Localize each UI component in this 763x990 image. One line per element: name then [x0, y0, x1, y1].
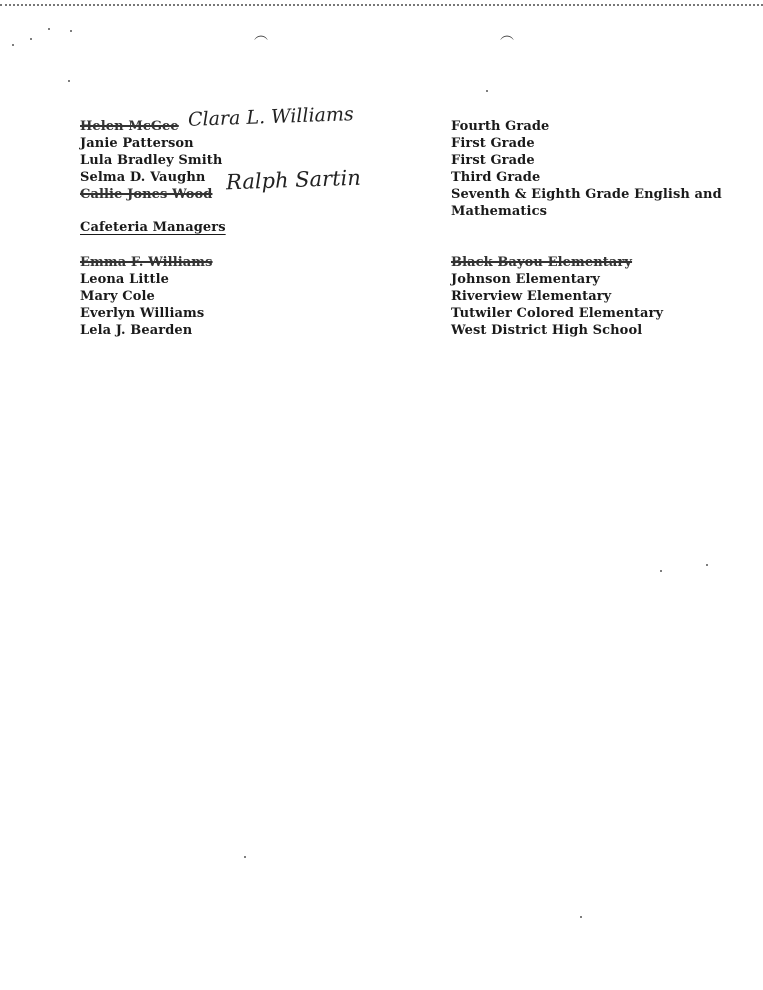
speck [660, 570, 662, 572]
staff-role-1: Fourth Grade [451, 119, 550, 134]
speck [12, 44, 14, 46]
speck [486, 90, 488, 92]
manager-name-1: Emma F. Williams [80, 255, 213, 270]
staff-role-2: First Grade [451, 136, 535, 151]
manager-school-1: Black Bayou Elementary [451, 255, 633, 270]
speck [70, 30, 72, 32]
staff-name-5: Callie Jones Wood [80, 187, 213, 202]
staff-name-2: Janie Patterson [80, 136, 194, 151]
manager-name-4: Everlyn Williams [80, 306, 205, 321]
staff-role-4: Third Grade [451, 170, 541, 185]
speck [580, 916, 582, 918]
staff-name-4: Selma D. Vaughn [80, 170, 206, 185]
top-border-line [0, 4, 763, 6]
cafeteria-managers-heading: Cafeteria Managers [80, 220, 226, 235]
manager-school-2: Johnson Elementary [451, 272, 600, 287]
manager-school-4: Tutwiler Colored Elementary [451, 306, 664, 321]
handwritten-replacement-1: Clara L. Williams [187, 103, 355, 131]
speck [244, 856, 246, 858]
manager-school-3: Riverview Elementary [451, 289, 612, 304]
manager-name-2: Leona Little [80, 272, 169, 287]
speck [68, 80, 70, 82]
staff-role-3: First Grade [451, 153, 535, 168]
handwritten-replacement-2: Ralph Sartin [225, 165, 362, 195]
staff-name-1: Helen McGee [80, 119, 179, 134]
speck [48, 28, 50, 30]
staff-name-3: Lula Bradley Smith [80, 153, 223, 168]
hole-punch-mark: ︵ [500, 27, 514, 43]
manager-name-5: Lela J. Bearden [80, 323, 193, 338]
staff-role-5-line2: Mathematics [451, 204, 547, 219]
speck [30, 38, 32, 40]
manager-school-5: West District High School [451, 323, 643, 338]
manager-name-3: Mary Cole [80, 289, 155, 304]
speck [706, 564, 708, 566]
staff-role-5-line1: Seventh & Eighth Grade English and [451, 187, 722, 202]
hole-punch-mark: ︵ [254, 27, 268, 43]
